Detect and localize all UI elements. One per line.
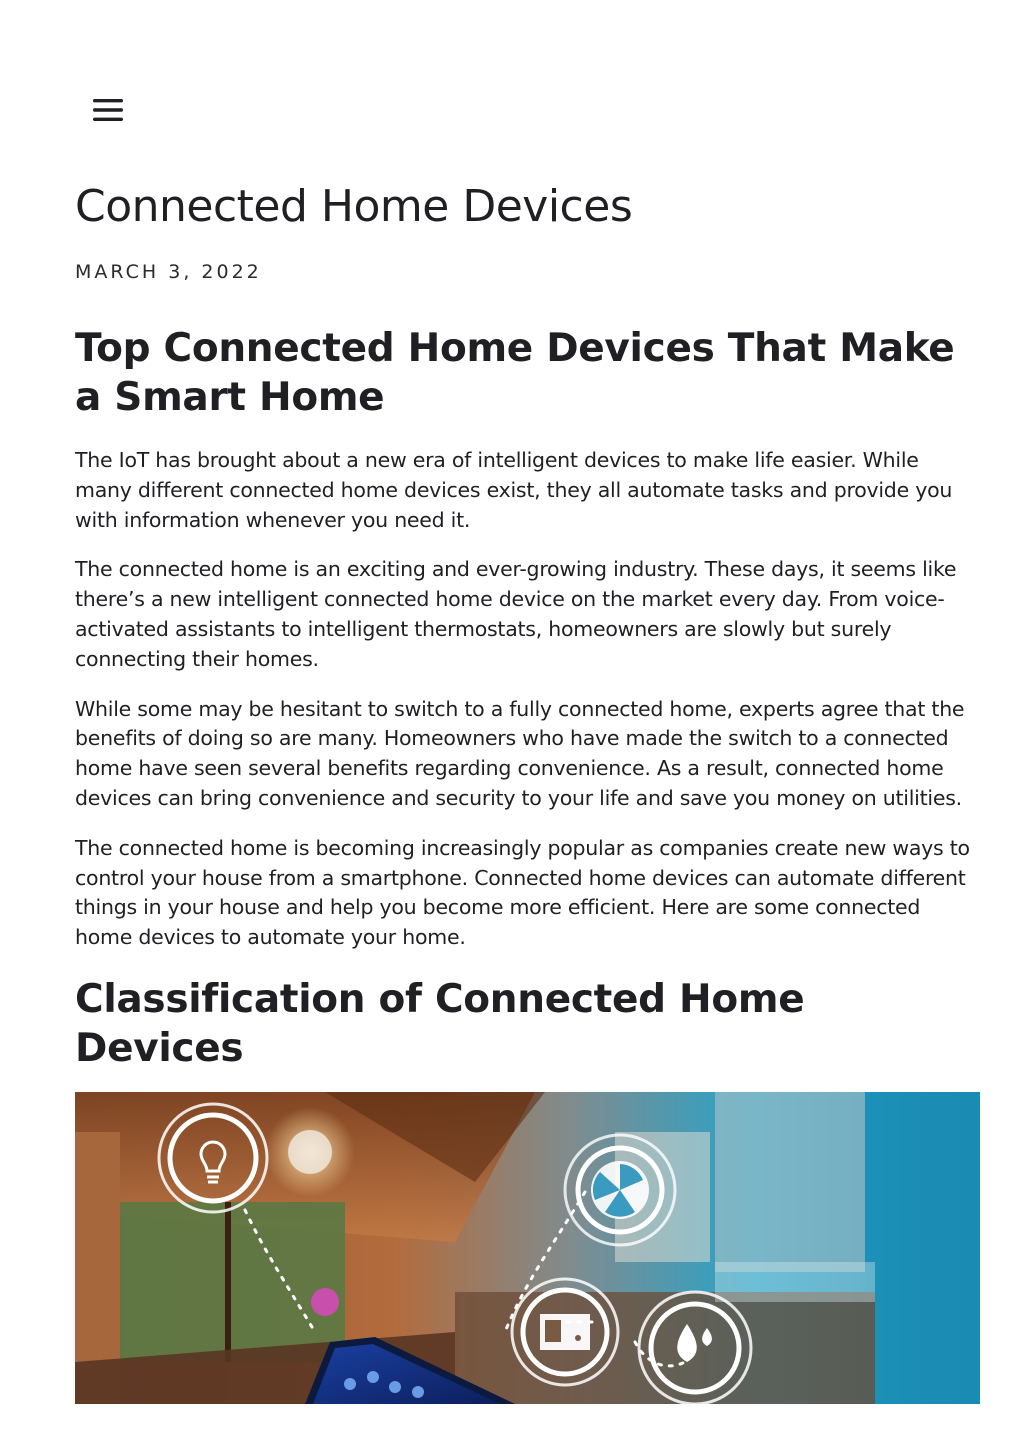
section-heading-top-devices: Top Connected Home Devices That Make a Smart Home xyxy=(75,326,955,420)
paragraph-3: While some may be hesitant to switch to a fully connected home, experts agree that the benefits of doing so are many. Homeowners who have made the switch to a connected home have seen several benefits regarding convenience. As a result, connected home devices can bring convenience and security to your life and save you money on utilities. xyxy=(75,696,965,810)
hero-image xyxy=(75,1092,980,1404)
article xyxy=(75,178,980,1404)
paragraph-1: The IoT has brought about a new era of intelligent devices to make life easier. While many different connected home devices exist, they all automate tasks and provide you with information whenever you need it. xyxy=(75,448,953,532)
paragraph-4: The connected home is becoming increasingly popular as companies create new ways to control your house from a smartphone. Connected home devices can automate different things in your house and help you become more efficient. Here are some connected home devices to automate your home. xyxy=(75,835,970,950)
section-heading-classification: Classification of Connected Home Devices xyxy=(75,976,805,1071)
paragraph-2: The connected home is an exciting and ever-growing industry. These days, it seems like there’s a new intelligent connected home device on the market every day. From voice-activated assistants to intelligent thermostats, homeowners are slowly but surely connecting their homes. xyxy=(75,557,957,671)
menu-button[interactable] xyxy=(88,92,128,128)
page-title: Connected Home Devices xyxy=(75,181,633,232)
hamburger-menu-icon xyxy=(91,96,125,124)
post-date: MARCH 3, 2022 xyxy=(75,261,262,283)
